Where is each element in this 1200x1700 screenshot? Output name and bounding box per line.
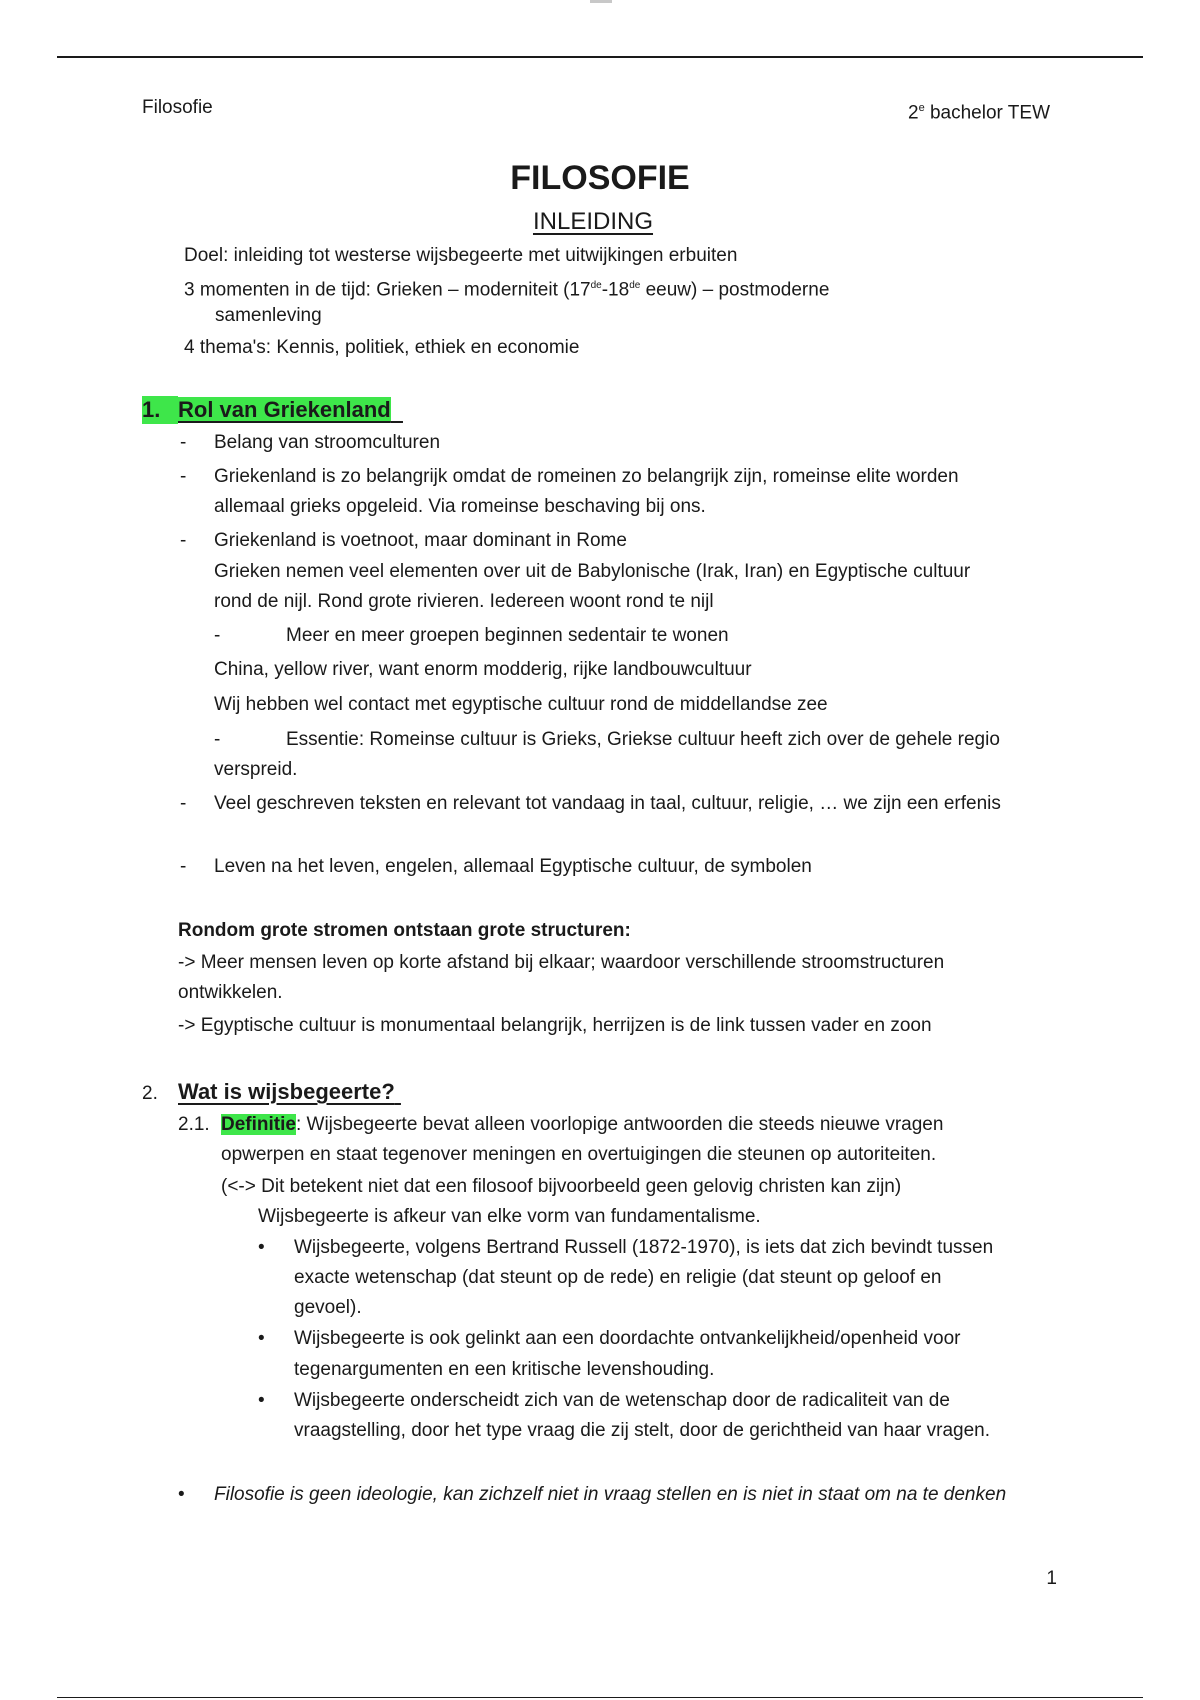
paragraph-line: China, yellow river, want enorm modderig, rijke landbouwcultuur (214, 659, 752, 680)
definition-line: (<-> Dit betekent niet dat een filosoof bijvoorbeeld geen gelovig christen kan zijn) (221, 1176, 902, 1197)
list-item: - Griekenland is zo belangrijk omdat de romeinen zo belangrijk zijn, romeinse elite worden (180, 466, 959, 487)
header-program: 2e bachelor TEW (907, 102, 1050, 124)
bullet-item-continuation: gevoel). (294, 1297, 362, 1318)
bullet-item-continuation: vraagstelling, door het type vraag die zij stelt, door de gerichtheid van haar vragen. (294, 1420, 991, 1441)
header-rule (57, 56, 1143, 58)
intro-line: samenleving (215, 305, 322, 326)
arrow-line: -> Egyptische cultuur is monumentaal belangrijk, herrijzen is de link tussen vader en zoon (178, 1015, 932, 1036)
list-item: - Leven na het leven, engelen, allemaal Egyptische cultuur, de symbolen (180, 856, 812, 877)
bullet-item: • Wijsbegeerte is ook gelinkt aan een doordachte ontvankelijkheid/openheid voor (258, 1328, 961, 1349)
list-item: - Griekenland is voetnoot, maar dominant in Rome (180, 530, 627, 551)
bullet-item-italic: • Filosofie is geen ideologie, kan zichzelf niet in vraag stellen en is niet in staat om na te denken (178, 1484, 1007, 1505)
section-heading-2: 2. Wat is wijsbegeerte? (142, 1079, 395, 1104)
intro-line: Doel: inleiding tot westerse wijsbegeerte met uitwijkingen erbuiten (184, 245, 738, 266)
header-course: Filosofie (142, 97, 213, 118)
arrow-line: -> Meer mensen leven op korte afstand bij elkaar; waardoor verschillende stroomstructuren (178, 952, 945, 973)
list-item: - Essentie: Romeinse cultuur is Grieks, Griekse cultuur heeft zich over de gehele regio (214, 729, 1000, 750)
footer-rule (57, 1697, 1143, 1698)
section-heading-1: 1. Rol van Griekenland (142, 397, 391, 422)
definition-line: Wijsbegeerte is afkeur van elke vorm van fundamentalisme. (258, 1206, 761, 1227)
paragraph-line: Wij hebben wel contact met egyptische cultuur rond de middellandse zee (214, 694, 828, 715)
list-item: - Belang van stroomculturen (180, 432, 441, 453)
bullet-item: • Wijsbegeerte onderscheidt zich van de wetenschap door de radicaliteit van de (258, 1390, 950, 1411)
intro-line: 4 thema's: Kennis, politiek, ethiek en economie (184, 337, 580, 358)
page-subtitle: INLEIDING (532, 208, 654, 235)
list-item: - Meer en meer groepen beginnen sedentair te wonen (214, 625, 729, 646)
bullet-item: • Wijsbegeerte, volgens Bertrand Russell (1872-1970), is iets dat zich bevindt tussen (258, 1237, 994, 1258)
list-item-continuation: allemaal grieks opgeleid. Via romeinse beschaving bij ons. (214, 496, 706, 517)
arrow-line: ontwikkelen. (178, 982, 283, 1003)
page-title: FILOSOFIE (510, 159, 690, 197)
list-item: - Veel geschreven teksten en relevant tot vandaag in taal, cultuur, religie, … we zijn een erfenis (180, 793, 1001, 814)
page-number: 1 (1046, 1568, 1057, 1589)
paragraph-line: Grieken nemen veel elementen over uit de Babylonische (Irak, Iran) en Egyptische cultuur (214, 561, 971, 582)
list-item-continuation: verspreid. (214, 759, 298, 780)
top-page-mark (590, 0, 612, 3)
bold-subheading: Rondom grote stromen ontstaan grote structuren: (178, 920, 631, 941)
intro-line: 3 momenten in de tijd: Grieken – moderniteit (17de-18de eeuw) – postmoderne (184, 279, 830, 301)
bullet-item-continuation: exacte wetenschap (dat steunt op de rede) en religie (dat steunt op geloof en (294, 1267, 942, 1288)
bullet-item-continuation: tegenargumenten en een kritische levenshouding. (294, 1359, 715, 1380)
paragraph-line: rond de nijl. Rond grote rivieren. Iedereen woont rond te nijl (214, 591, 714, 612)
definition-line: opwerpen en staat tegenover meningen en overtuigingen die steunen op autoriteiten. (221, 1144, 937, 1165)
definition-line: 2.1. Definitie: Wijsbegeerte bevat alleen voorlopige antwoorden die steeds nieuwe vragen (178, 1114, 944, 1135)
definition-label: Definitie (221, 1114, 296, 1135)
